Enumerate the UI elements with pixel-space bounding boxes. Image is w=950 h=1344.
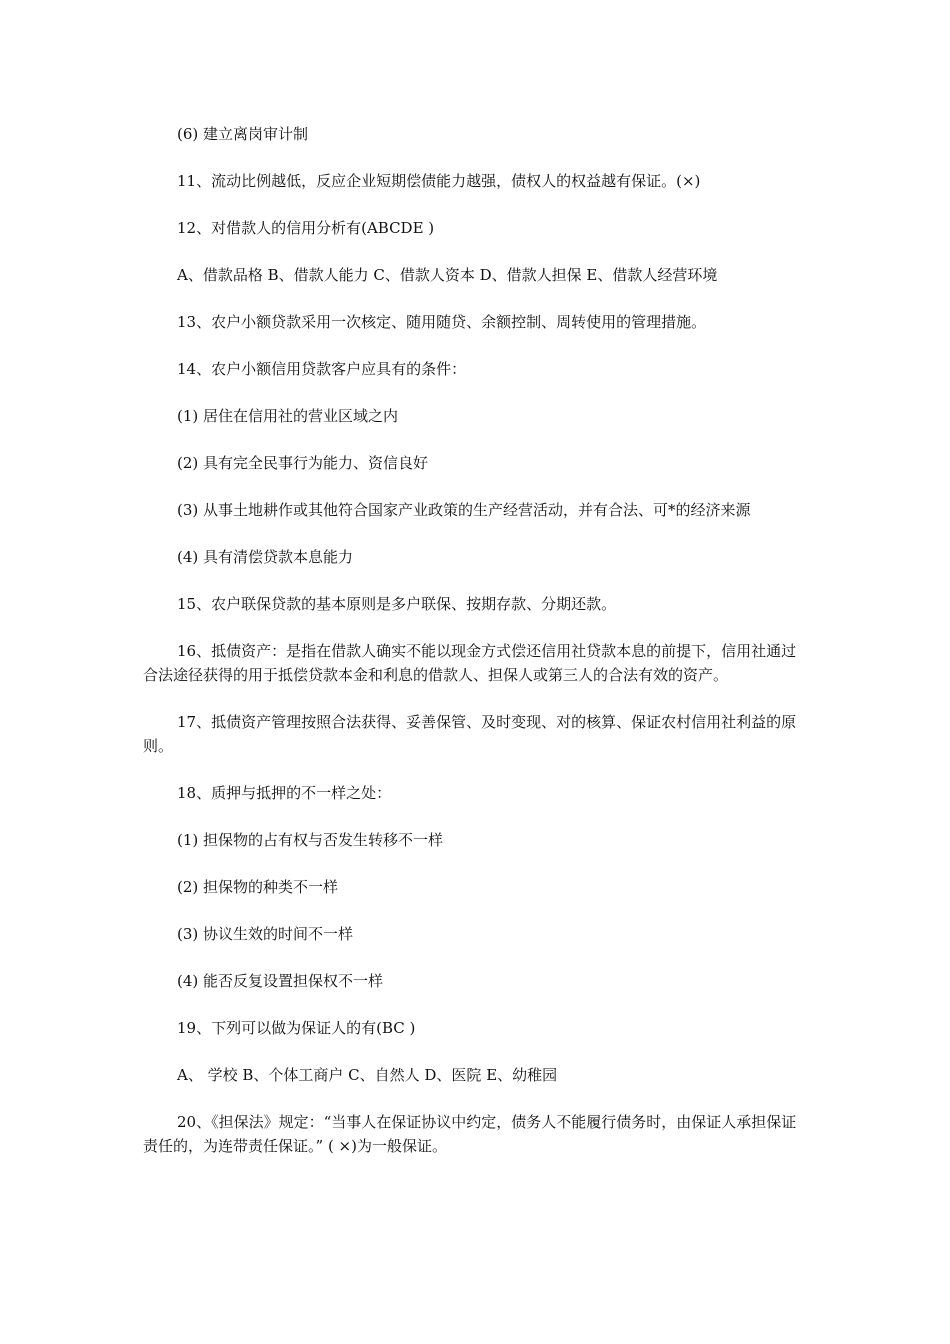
paragraph: (4) 能否反复设置担保权不一样 bbox=[177, 972, 384, 990]
document-page bbox=[143, 122, 810, 1181]
paragraph: 17、抵债资产管理按照合法获得、妥善保管、及时变现、对的核算、保证农村信用社利益的原则。 bbox=[143, 713, 797, 755]
paragraph: (1) 担保物的占有权与否发生转移不一样 bbox=[177, 831, 444, 849]
paragraph: (6) 建立离岗审计制 bbox=[177, 125, 309, 143]
paragraph: 18、质押与抵押的不一样之处： bbox=[177, 784, 392, 802]
paragraph: 20、《担保法》规定：“当事人在保证协议中约定，债务人不能履行债务时，由保证人承担保证责任的，为连带责任保证。” ( ×)为一般保证。 bbox=[143, 1113, 797, 1155]
paragraph: 15、农户联保贷款的基本原则是多户联保、按期存款、分期还款。 bbox=[177, 595, 617, 613]
paragraph: (3) 从事土地耕作或其他符合国家产业政策的生产经营活动，并有合法、可*的经济来源 bbox=[177, 501, 751, 519]
paragraph: A、 学校 B、个体工商户 C、自然人 D、医院 E、幼稚园 bbox=[177, 1066, 558, 1084]
paragraph: 11、流动比例越低，反应企业短期偿债能力越强，债权人的权益越有保证。(×) bbox=[177, 172, 701, 190]
paragraph: (3) 协议生效的时间不一样 bbox=[177, 925, 354, 943]
paragraph: 12、对借款人的信用分析有(ABCDE ) bbox=[177, 219, 435, 237]
paragraph: A、借款品格 B、借款人能力 C、借款人资本 D、借款人担保 E、借款人经营环境 bbox=[177, 266, 718, 284]
paragraph: 19、下列可以做为保证人的有(BC ) bbox=[177, 1019, 416, 1037]
paragraph: 14、农户小额信用贷款客户应具有的条件： bbox=[177, 360, 467, 378]
paragraph: 16、抵债资产：是指在借款人确实不能以现金方式偿还信用社贷款本息的前提下，信用社通过合法途径获得的用于抵偿贷款本金和利息的借款人、担保人或第三人的合法有效的资产。 bbox=[143, 642, 797, 684]
paragraph: 13、农户小额贷款采用一次核定、随用随贷、余额控制、周转使用的管理措施。 bbox=[177, 313, 707, 331]
paragraph: (2) 担保物的种类不一样 bbox=[177, 878, 339, 896]
paragraph: (4) 具有清偿贷款本息能力 bbox=[177, 548, 354, 566]
paragraph: (2) 具有完全民事行为能力、资信良好 bbox=[177, 454, 429, 472]
paragraph: (1) 居住在信用社的营业区域之内 bbox=[177, 407, 399, 425]
